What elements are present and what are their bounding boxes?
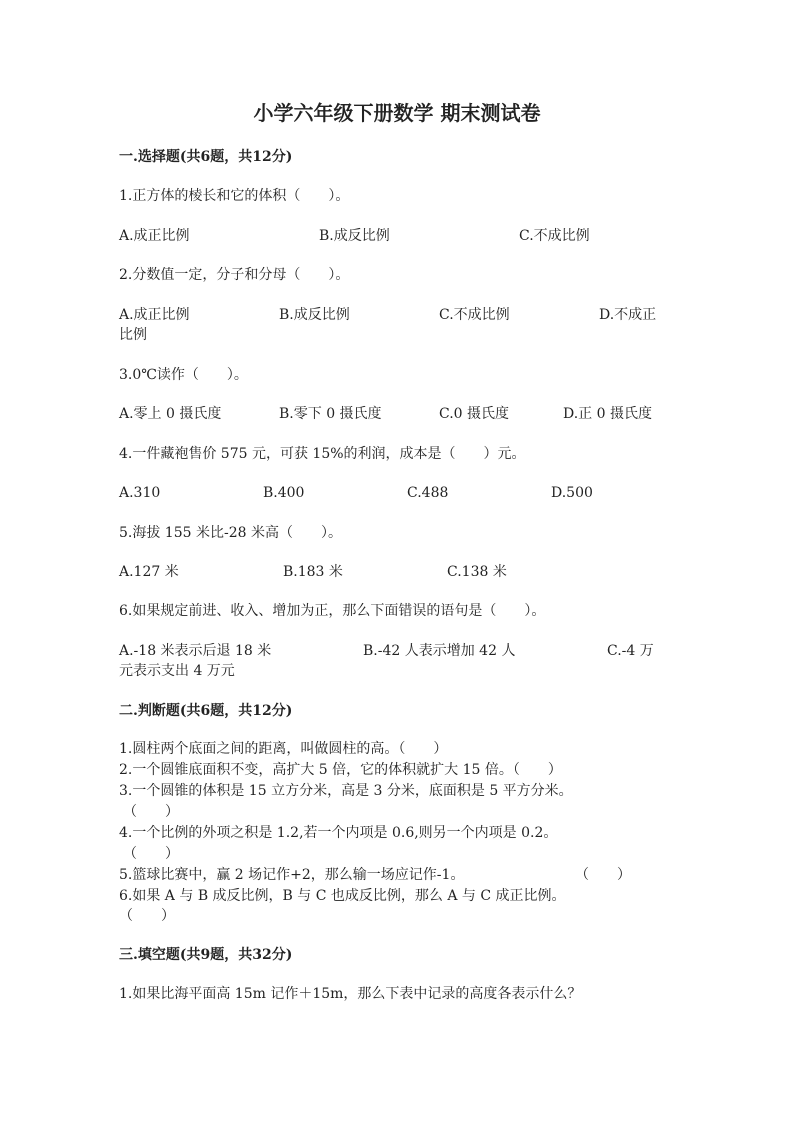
option-c: C.-4 万 [607,643,654,659]
option-c: C.不成比例 [439,307,510,323]
section-heading-choice: 一.选择题(共6题，共12分) [119,149,293,165]
question-stem: 3.0℃读作（ ）。 [119,367,248,383]
option-c: C.138 米 [447,564,507,580]
option-a: A.零上 0 摄氏度 [119,406,222,422]
question-stem: 6.如果规定前进、收入、增加为正，那么下面错误的语句是（ ）。 [119,603,546,619]
option-a: A.成正比例 [119,228,190,244]
option-b: B.400 [263,485,305,501]
option-d: D.500 [551,485,593,501]
option-c: C.488 [407,485,449,501]
judge-answer-blank: （ ） [123,846,179,862]
question-stem: 2.分数值一定，分子和分母（ ）。 [119,267,350,283]
judge-answer-blank: （ ） [575,867,631,883]
judge-item: 3.一个圆锥的体积是 15 立方分米，高是 3 分米，底面积是 5 平方分米。 [119,783,573,799]
section-heading-fill: 三.填空题(共9题，共32分) [119,947,293,963]
option-a: A.-18 米表示后退 18 米 [119,643,272,659]
page-title: 小学六年级下册数学 期末测试卷 [253,101,541,125]
question-stem: 1.正方体的棱长和它的体积（ ）。 [119,188,350,204]
judge-item: 6.如果 A 与 B 成反比例，B 与 C 也成反比例，那么 A 与 C 成正比例。 [119,888,566,904]
option-b: B.-42 人表示增加 42 人 [363,643,516,659]
option-d: D.不成正 [599,307,657,323]
judge-answer-blank: （ ） [123,804,179,820]
judge-item: 4.一个比例的外项之积是 1.2,若一个内项是 0.6,则另一个内项是 0.2。 [119,825,558,841]
question-stem: 5.海拔 155 米比-28 米高（ ）。 [119,525,342,541]
option-c: C.不成比例 [519,228,590,244]
option-c: C.0 摄氏度 [439,406,510,422]
option-b: B.成反比例 [279,307,350,323]
option-b: B.成反比例 [319,228,390,244]
option-b: B.183 米 [283,564,343,580]
question-stem: 4.一件藏袍售价 575 元，可获 15%的利润，成本是（ ）元。 [119,446,526,462]
question-stem: 1.如果比海平面高 15m 记作＋15m，那么下表中记录的高度各表示什么？ [119,986,582,1002]
judge-item: 2.一个圆锥底面积不变，高扩大 5 倍，它的体积就扩大 15 倍。（ ） [119,762,562,778]
section-heading-judge: 二.判断题(共6题，共12分) [119,703,293,719]
judge-item: 5.篮球比赛中，赢 2 场记作+2，那么输一场应记作-1。 [119,867,465,883]
option-d: D.正 0 摄氏度 [563,406,652,422]
option-wrap: 比例 [119,327,147,343]
option-a: A.成正比例 [119,307,190,323]
judge-answer-blank: （ ） [119,908,175,924]
option-wrap: 元表示支出 4 万元 [119,663,235,679]
option-a: A.310 [119,485,161,501]
judge-item: 1.圆柱两个底面之间的距离，叫做圆柱的高。（ ） [119,741,448,757]
option-b: B.零下 0 摄氏度 [279,406,382,422]
option-a: A.127 米 [119,564,179,580]
